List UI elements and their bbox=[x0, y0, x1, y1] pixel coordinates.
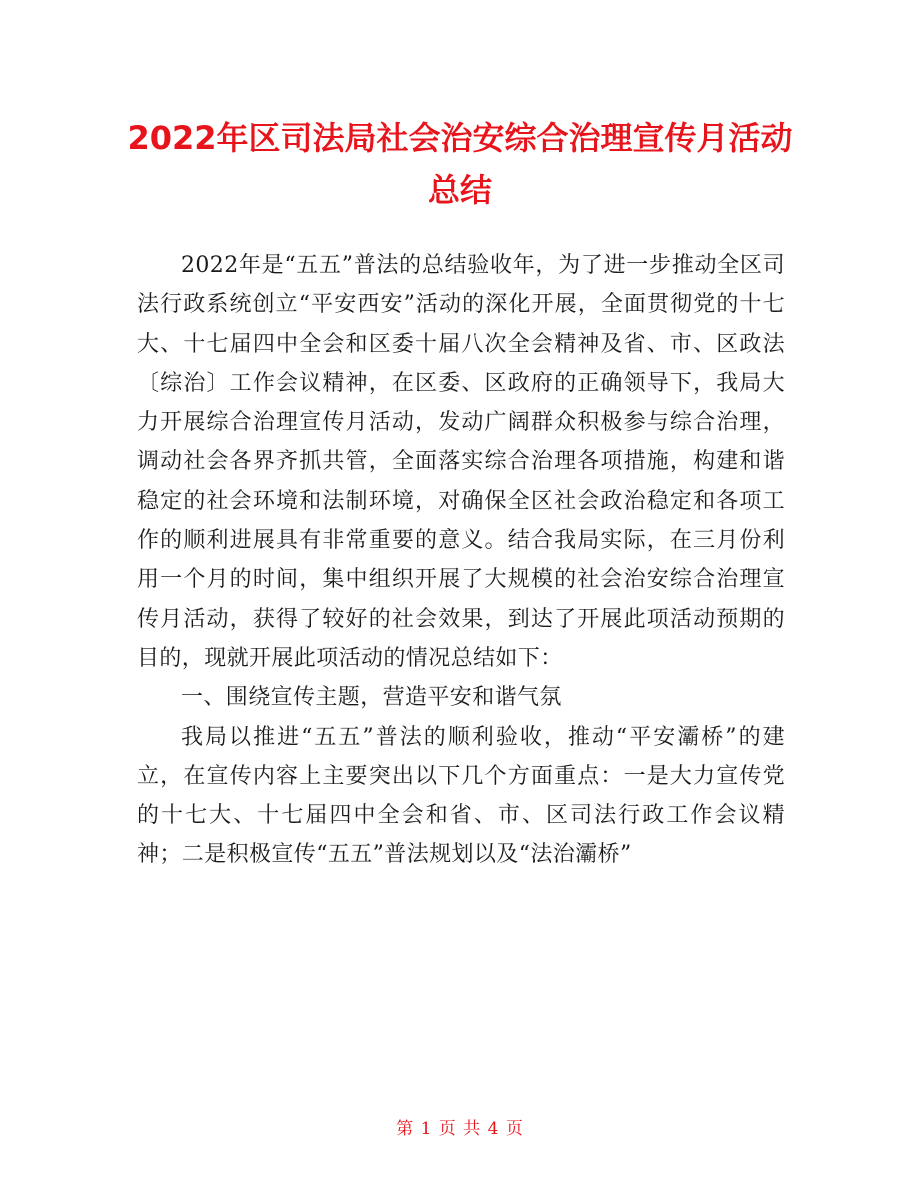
section-heading-1: 一、围绕宣传主题，营造平安和谐气氛 bbox=[181, 685, 562, 711]
paragraph-intro: 2022年是“五五”普法的总结验收年，为了进一步推动全区司法行政系统创立“平安西安”活动的深化开展，全面贯彻党的十七大、十七届四中全会和区委十届八次全会精神及省、市、区政法〔综治〕工作会议精神，在区委、区政府的正确领导下，我局大力开展综合治理宣传月活动，发动广阔群众积极参与综合治理，调动社会各界齐抓共管，全面落实综合治理各项措施，构建和谐稳定的社会环境和法制环境，对确保全区社会政治稳定和各项工作的顺利进展具有非常重要的意义。结合我局实际，在三月份利用一个月的时间，集中组织开展了大规模的社会治安综合治理宣传月活动，获得了较好的社会效果，到达了开展此项活动预期的目的，现就开展此项活动的情况总结如下： bbox=[137, 253, 785, 671]
paragraph-section-1: 我局以推进“五五”普法的顺利验收，推动“平安灞桥”的建立，在宣传内容上主要突出以下几个方面重点：一是大力宣传党的十七大、十七届四中全会和省、市、区司法行政工作会议精神；二是积极宣传“五五”普法规划以及“法治灞桥” bbox=[137, 724, 785, 868]
document-title: 2022年区司法局社会治安综合治理宣传月活动总结 bbox=[127, 119, 793, 209]
page-footer: 第 1 页 共 4 页 bbox=[396, 1119, 524, 1139]
document-body bbox=[137, 246, 785, 875]
